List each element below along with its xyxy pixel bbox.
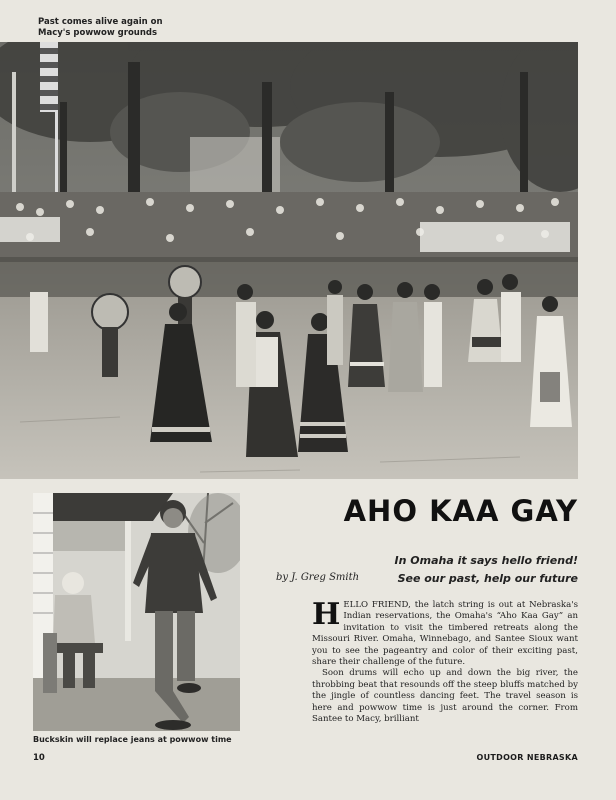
subhead-line-2: See our past, help our future [397,572,578,585]
top-photo-caption [38,17,163,39]
boy-and-elder-photo [33,493,240,731]
body-paragraph-1-text: ELLO FRIEND, the latch string is out at Nebraska's Indian reservations, the Omaha's “Aho Kaa Gay” an invitation to visit the timbered retreats along the Missouri River. Omaha, Winnebago, and Santee Sioux want you to see the pageantry and color of their exciting past, share their challenge of the future. [312,600,578,668]
powwow-dancers-photo [0,42,578,479]
article-body [312,597,578,725]
magazine-name: OUTDOOR NEBRASKA [476,753,578,762]
top-caption-line-1: Past comes alive again on [38,17,163,27]
page-number: 10 [33,753,45,763]
author-byline: by J. Greg Smith [276,572,360,583]
subhead-line-1: In Omaha it says hello friend! [394,554,578,567]
top-caption-line-2: Macy's powwow grounds [38,28,158,38]
body-paragraph-1 [312,597,578,668]
article-headline: AHO KAA GAY [343,494,578,528]
article-subhead [395,552,579,588]
body-paragraph-2: Soon drums will echo up and down the big river, the throbbing beat that resounds off the steep bluffs matched by the jingle of countless dancing feet. The travel season is here and powwow time is just around the corner. From Santee to Macy, brilliant [312,668,578,725]
bottom-photo-caption: Buckskin will replace jeans at powwow time [33,735,232,744]
drop-cap: H [312,597,341,632]
